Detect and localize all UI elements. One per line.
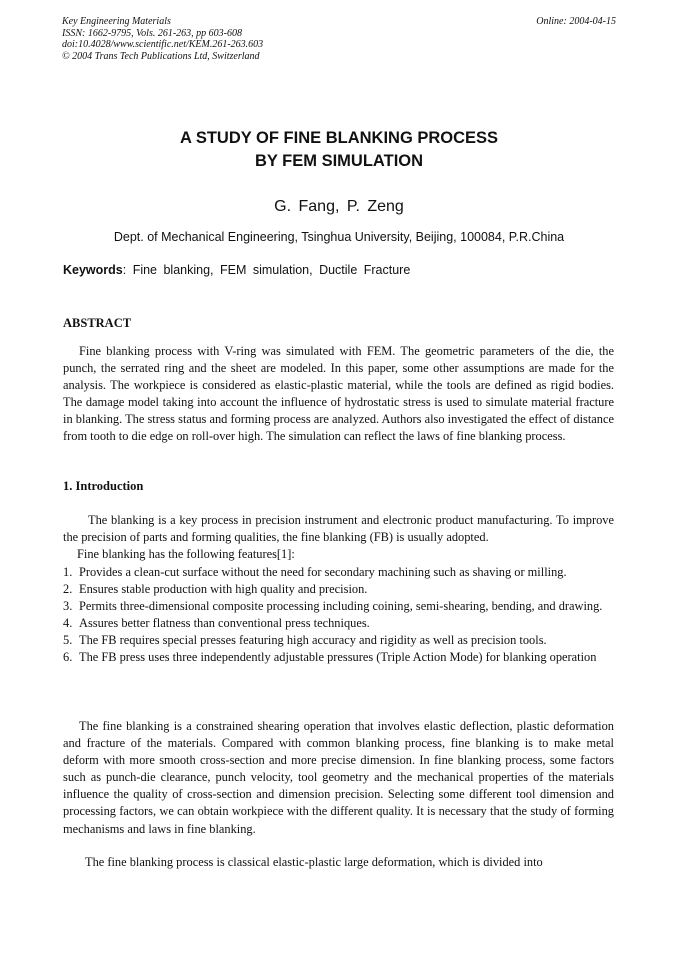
list-item	[63, 632, 614, 649]
authors: G. Fang, P. Zeng	[274, 198, 404, 215]
doi-line: doi:10.4028/www.scientific.net/KEM.261-263.603	[62, 39, 264, 50]
list-number: 4.	[63, 616, 73, 631]
issn-line: ISSN: 1662-9795, Vols. 261-263, pp 603-608	[62, 27, 242, 39]
keywords	[63, 263, 410, 277]
keywords-text: : Fine blanking, FEM simulation, Ductile Fracture	[122, 263, 411, 277]
keywords-label: Keywords	[63, 263, 123, 277]
title-line-1: A STUDY OF FINE BLANKING PROCESS	[179, 129, 499, 147]
list-number: 5.	[63, 633, 73, 648]
features-intro: Fine blanking has the following features[1]:	[77, 547, 295, 561]
list-item	[63, 564, 614, 581]
list-number: 6.	[63, 650, 73, 665]
list-number: 2.	[63, 582, 73, 597]
list-text: Permits three-dimensional composite processing including coining, semi-shearing, bending, and drawing.	[79, 599, 603, 614]
list-number: 1.	[63, 565, 73, 579]
intro-paragraph-3: The fine blanking process is classical elastic-plastic large deformation, which is divided into	[85, 855, 543, 869]
list-text: Ensures stable production with high quality and precision.	[79, 582, 368, 597]
abstract-text: Fine blanking process with V-ring was simulated with FEM. The geometric parameters of the die, the punch, the serrated ring and the sheet are modeled. In this paper, some other assumptions are made for the analysis. The workpiece is considered as elastic-plastic material, while the tools are defined as rigid bodies. The damage model taking into account the influence of hydrostatic stress is used to simulate material fracture in blanking. The stress status and forming process are analyzed. Authors also investigated the effect of distance from tooth to die edge on roll-over high. The simulation can reflect the laws of fine blanking process.	[63, 344, 614, 444]
list-text: The FB requires special presses featuring high accuracy and rigidity as well as precision tools.	[79, 633, 547, 648]
intro-paragraph-1: The blanking is a key process in precision instrument and electronic product manufacturing. To improve the precision of parts and forming qualities, the fine blanking (FB) is usually adopted.	[63, 513, 614, 545]
intro-paragraph-2: The fine blanking is a constrained shearing operation that involves elastic deflection, plastic deformation and fracture of the materials. Compared with common blanking process, fine blanking is to make metal deform with more smooth cross-section and more precise dimension. In fine blanking process, some factors such as punch-die clearance, punch velocity, tool geometry and the mechanical properties of the materials influence the quality of cross-section and dimension precision. Selecting some different tool dimension and processing factors, we can obtain workpiece with the different quality. It is necessary that the study of forming mechanisms and laws in fine blanking.	[63, 719, 614, 836]
list-item	[63, 598, 614, 615]
section-heading-introduction: 1. Introduction	[63, 479, 144, 493]
paper-title	[0, 127, 678, 173]
list-item	[63, 581, 614, 598]
list-text: Assures better flatness than conventional press techniques.	[79, 616, 370, 631]
list-item	[63, 649, 614, 666]
abstract-heading: ABSTRACT	[63, 316, 132, 330]
affiliation: Dept. of Mechanical Engineering, Tsinghua University, Beijing, 100084, P.R.China	[113, 230, 565, 244]
copyright-line: © 2004 Trans Tech Publications Ltd, Switzerland	[62, 50, 260, 62]
features-list	[63, 564, 614, 667]
journal-name: Key Engineering Materials	[62, 16, 171, 27]
list-text: Provides a clean-cut surface without the need for secondary machining such as shaving or milling.	[79, 565, 567, 579]
list-item	[63, 615, 614, 632]
list-text: The FB press uses three independently adjustable pressures (Triple Action Mode) for blanking operation	[79, 650, 597, 665]
online-date: Online: 2004-04-15	[536, 16, 616, 27]
list-number: 3.	[63, 599, 73, 614]
page-header	[62, 16, 616, 62]
title-line-2: BY FEM SIMULATION	[254, 152, 424, 170]
